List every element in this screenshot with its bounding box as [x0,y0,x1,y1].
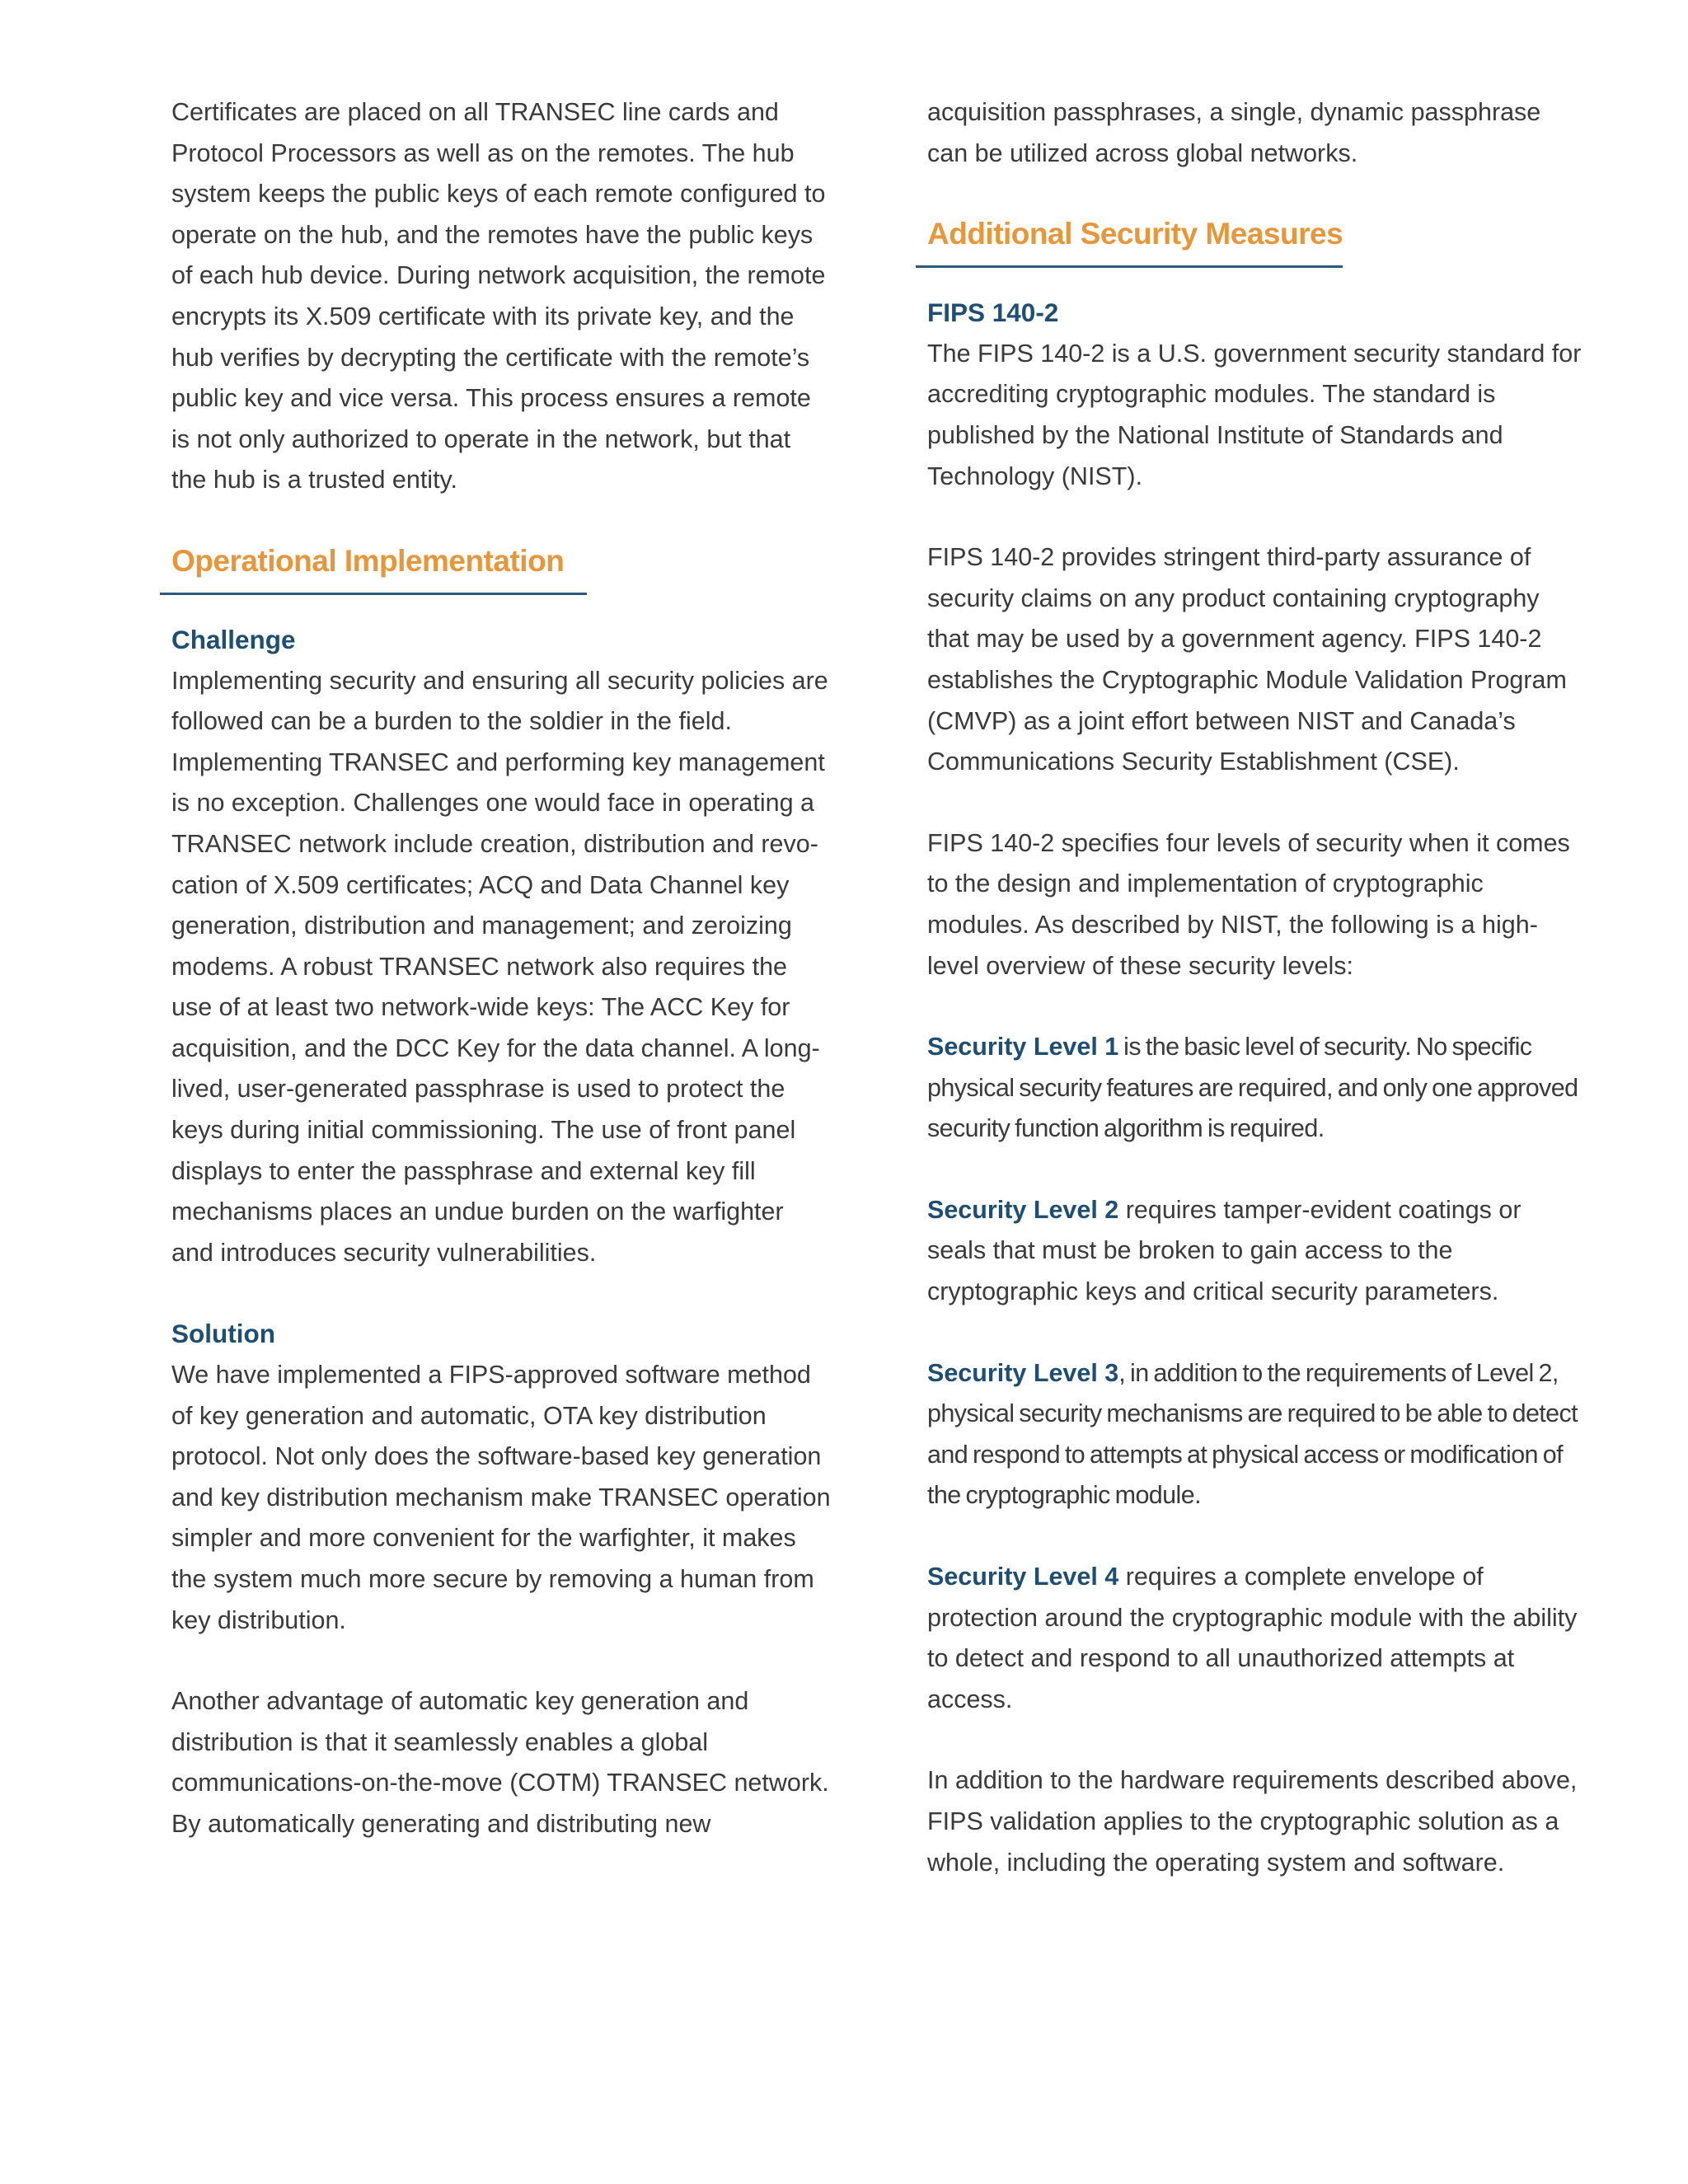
solution-paragraph: We have implemented a FIPS-approved software method of key generation and automatic, OTA key distribution protocol. Not only does the software-based key generation and key distribution mechanism make TRANSEC operation simpler and more convenient for the warfighter, it makes the system much more secure by removing a human from key distribution. [171,1361,831,1634]
continued-paragraph: acquisition passphrases, a single, dynamic passphrase can be utilized across global networks. [927,98,1541,167]
operational-implementation-section [171,541,831,595]
right-column [927,92,1587,1924]
additional-security-section [927,214,1587,268]
security-level-3-label: Security Level 3 [927,1358,1119,1387]
left-column [171,92,831,1886]
security-level-4 [927,1557,1587,1720]
security-level-4-text: requires a complete envelope of protection around the cryptographic module with the ability to detect and respond to all unauthorized attempts at access. [927,1563,1578,1713]
section-title: Additional Security Measures [927,217,1343,251]
section-divider [916,265,1343,268]
closing-paragraph: In addition to the hardware requirements described above, FIPS validation applies to the cryptographic solution as a whole, including the operating system and software. [927,1766,1578,1877]
fips-paragraph-3: FIPS 140-2 specifies four levels of security when it comes to the design and implementation of cryptographic modules. As described by NIST, the following is a high-level overview of these security levels: [927,828,1570,980]
security-level-2-text: requires tamper-evident coatings or seals that must be broken to gain access to the cryptographic keys and critical security parameters. [927,1195,1522,1306]
section-title: Operational Implementation [171,543,565,578]
security-level-3-text: , in addition to the requirements of Level 2, physical security mechanisms are required to be able to detect and respond to attempts at physical access or modification of the cryptographic module. [927,1358,1578,1510]
security-level-2-label: Security Level 2 [927,1195,1119,1224]
challenge-heading: Challenge [171,624,296,654]
security-level-4-label: Security Level 4 [927,1563,1119,1591]
security-level-1-text: is the basic level of security. No specific physical security features are required, and only one approved security function algorithm is required. [927,1033,1578,1143]
fips-heading: FIPS 140-2 [927,298,1059,328]
advantage-paragraph: Another advantage of automatic key generation and distribution is that it seamlessly enables a global communications-on-the-move (COTM) TRANSEC network. By automatically generating and distributing new [171,1687,829,1838]
fips-paragraph-1: The FIPS 140-2 is a U.S. government security standard for accrediting cryptographic modules. The standard is published by the National Institute of Standards and Technology (NIST). [927,339,1582,490]
intro-paragraph: Certificates are placed on all TRANSEC line cards and Protocol Processors as well as on the remotes. The hub system keeps the public keys of each remote configured to operate on the hub, and the remotes have the public keys of each hub device. During network acquisition, the remote encrypts its X.509 certificate with its private key, and the hub verifies by decrypting the certificate with the remote’s public key and vice versa. This process ensures a remote is not only authorized to operate in the network, but that the hub is a trusted entity. [171,98,826,494]
challenge-paragraph: Implementing security and ensuring all security policies are followed can be a burden to the soldier in the field. Implementing TRANSEC and performing key management is no exception. Challenges one would face in operating a TRANSEC network include creation, distribution and revo-cation of X.509 certificates; ACQ and Data Channel key generation, distribution and management; and zeroizing modems. A robust TRANSEC network also requires the use of at least two network-wide keys: The ACC Key for acquisition, and the DCC Key for the data channel. A long-lived, user-generated passphrase is used to protect the keys during initial commissioning. The use of front panel displays to enter the passphrase and external key fill mechanisms places an undue burden on the warfighter and introduces security vulnerabilities. [171,666,828,1267]
fips-paragraph-2: FIPS 140-2 provides stringent third-party assurance of security claims on any product containing cryptography that may be used by a government agency. FIPS 140-2 establishes the Cryptographic Module Validation Program (CMVP) as a joint effort between NIST and Canada’s Communications Security Establishment (CSE). [927,543,1567,776]
security-level-1 [927,1027,1587,1150]
security-level-3 [927,1353,1587,1516]
security-level-2 [927,1190,1587,1313]
security-level-1-label: Security Level 1 [927,1033,1119,1062]
solution-heading: Solution [171,1319,275,1349]
section-divider [160,593,587,595]
